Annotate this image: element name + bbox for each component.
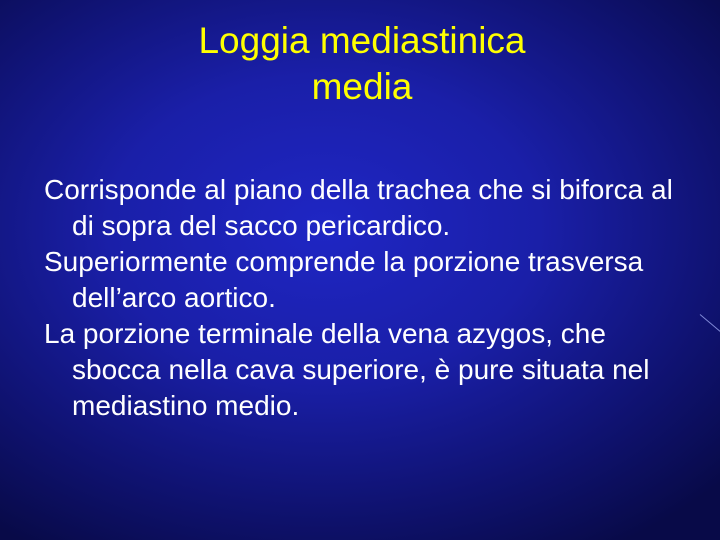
paragraph-trachea: Corrisponde al piano della trachea che si biforca al di sopra del sacco pericardico. [44,174,673,241]
paragraph-azygos-vein: La porzione terminale della vena azygos, che sbocca nella cava superiore, è pure situata nel mediastino medio. [44,318,650,421]
slide-title [0,18,720,110]
decorative-line [700,314,720,333]
paragraph-aortic-arch: Superiormente comprende la porzione trasversa dell’arco aortico. [44,246,644,313]
slide-title-line-2: media [311,66,413,107]
slide-title-line-1: Loggia mediastinica [198,20,526,61]
slide-body [44,172,684,424]
